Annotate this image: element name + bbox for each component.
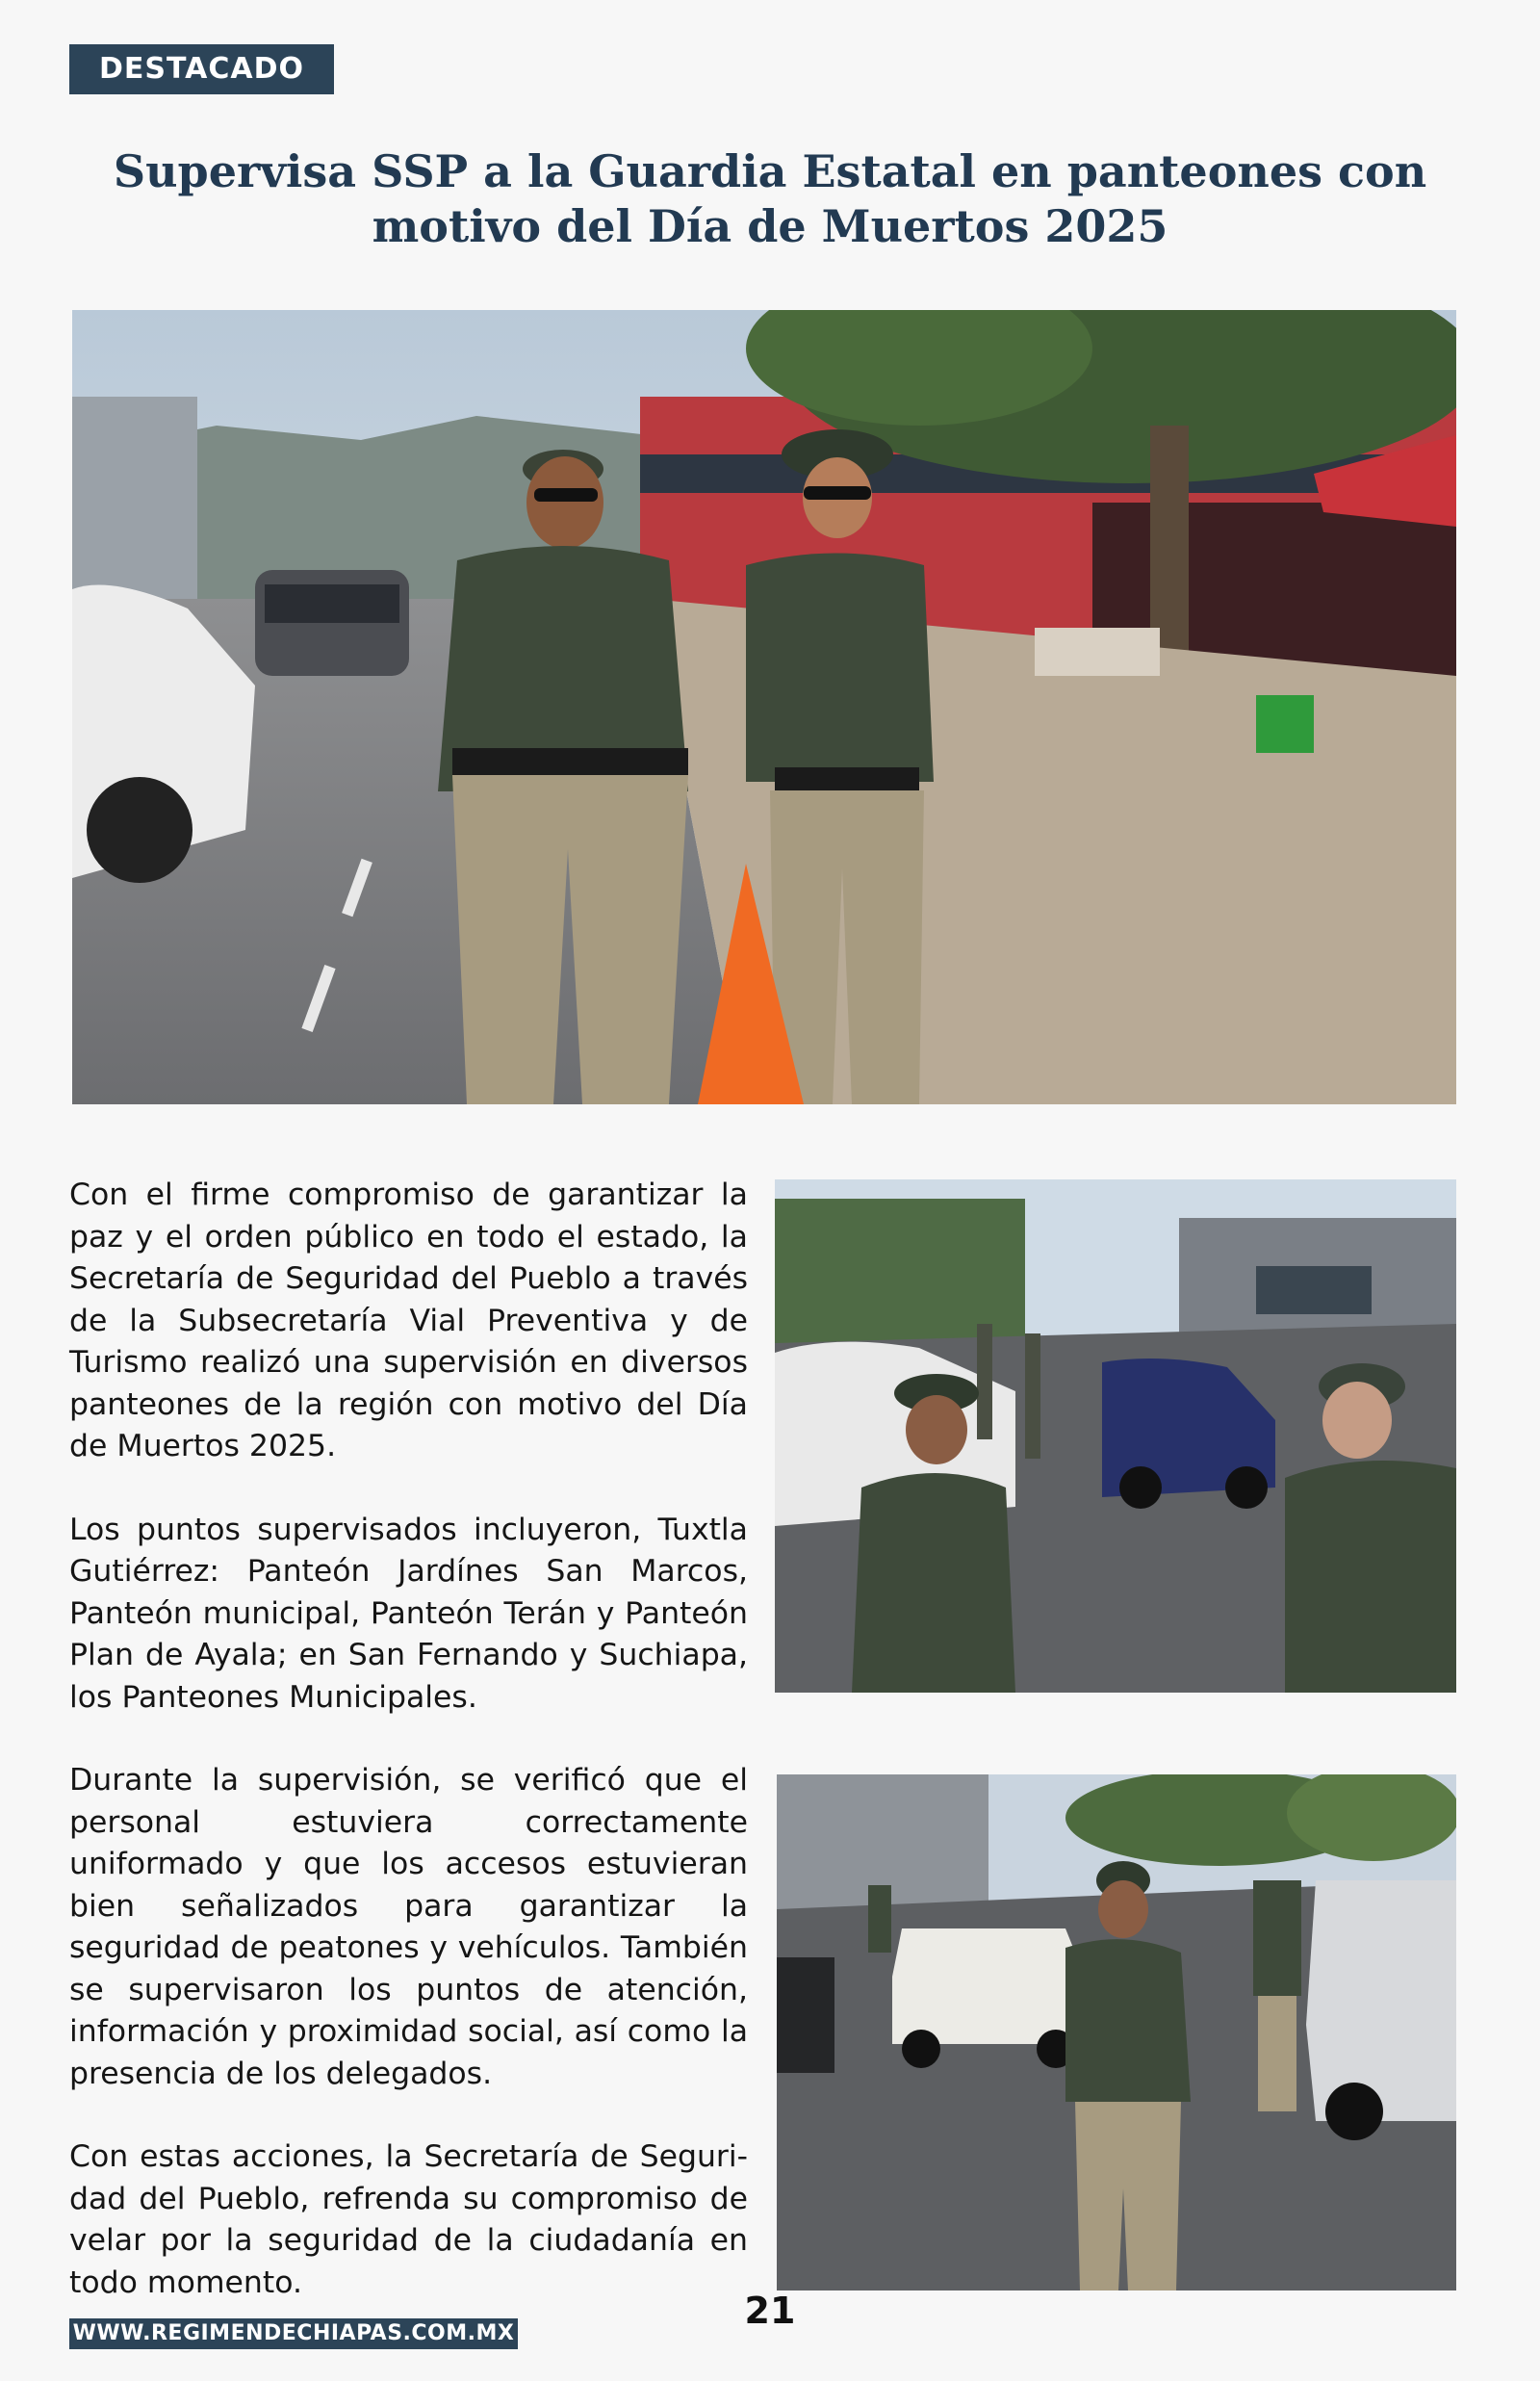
article-paragraph: Los puntos supervisados incluyeron, Tuxtla Gutiérrez: Panteón Jardínes San Marcos, Panteón municipal, Panteón Terán y Panteón Plan de Ayala; en San Fernando y Suchiapa, los Panteones Municipales. <box>69 1512 748 1715</box>
article-body <box>69 1175 748 2345</box>
footer-website: WWW.REGIMENDECHIAPAS.COM.MX <box>69 2318 518 2349</box>
article-paragraph: Con estas acciones, la Secretaría de Seguridad del Pueblo, refrenda su compromiso de velar por la seguridad de la ciudadanía en todo momento. <box>69 2139 748 2300</box>
section-tag: DESTACADO <box>69 44 334 94</box>
traffic-photo <box>775 1179 1456 1693</box>
checkpoint-photo <box>777 1774 1456 2290</box>
article-paragraph: Con el firme compromiso de garantizar la paz y el orden público en todo el estado, la Secretaría de Seguridad del Pueblo a través de la Subsecretaría Vial Preventiva y de Turismo realizó una supervisión en diversos panteones de la región con motivo del Día de Muertos 2025. <box>69 1178 748 1463</box>
page-number: 21 <box>744 2290 796 2332</box>
article-headline: Supervisa SSP a la Guardia Estatal en panteones con motivo del Día de Muertos 2025 <box>113 145 1427 252</box>
article-paragraph: Durante la supervisión, se verificó que el personal estuviera correctamente uniformado y que los accesos estuvieran bien señalizados para garantizar la seguridad de peatones y vehículos. También se supervisaron los puntos de atención, información y proximidad social, así como la presencia de los delegados. <box>69 1763 748 2091</box>
main-photo <box>72 310 1456 1104</box>
